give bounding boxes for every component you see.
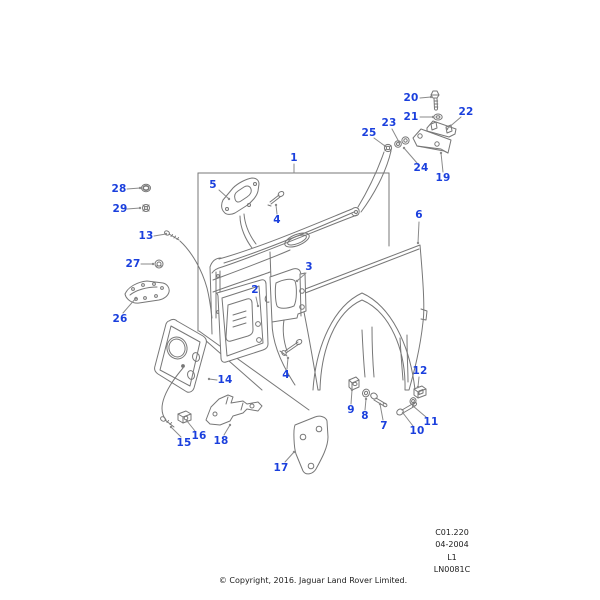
callout-25[interactable]: 25 (361, 126, 377, 139)
part29-nut (143, 205, 150, 212)
callout-14[interactable]: 14 (217, 373, 233, 386)
copyright-notice: © Copyright, 2016. Jaguar Land Rover Limited. (218, 576, 408, 585)
callout-26[interactable]: 26 (112, 312, 128, 325)
catalog-ref: C01.220 (435, 528, 469, 537)
part26-plate (125, 281, 169, 303)
callout-1[interactable]: 1 (290, 151, 298, 164)
part17-plate (294, 416, 328, 474)
callout-12[interactable]: 12 (412, 364, 428, 377)
part2-lamp-panel (217, 280, 268, 363)
leader-curve-a (358, 152, 384, 207)
callout-3[interactable]: 3 (305, 260, 313, 273)
callout-28[interactable]: 28 (111, 182, 127, 195)
part13-screw-and-wire (164, 230, 212, 318)
callout-16[interactable]: 16 (191, 429, 207, 442)
part21-washer (434, 114, 442, 120)
callout-2[interactable]: 2 (251, 283, 259, 296)
callout-6[interactable]: 6 (415, 208, 423, 221)
part8-washer (361, 388, 370, 398)
part11-washer (409, 397, 417, 406)
part18-bracket (206, 395, 262, 425)
part15-screw (160, 416, 174, 427)
callout-11[interactable]: 11 (423, 415, 439, 428)
part5-bracket (222, 178, 259, 214)
callout-15[interactable]: 15 (176, 436, 192, 449)
part6-outer-wing-skin (300, 245, 427, 390)
callout-4[interactable]: 4 (282, 368, 290, 381)
callout-17[interactable]: 17 (273, 461, 289, 474)
part20-bolt (431, 91, 439, 110)
callout-22[interactable]: 22 (458, 105, 474, 118)
part7-bolt (370, 392, 388, 408)
callout-4[interactable]: 4 (273, 213, 281, 226)
callout-5[interactable]: 5 (209, 178, 217, 191)
callout-21[interactable]: 21 (403, 110, 419, 123)
callout-29[interactable]: 29 (112, 202, 128, 215)
callout-7[interactable]: 7 (380, 419, 388, 432)
part3-bracket (265, 269, 306, 322)
leader-curve-b (361, 151, 391, 212)
part27-rivet (155, 260, 163, 268)
callout-13[interactable]: 13 (138, 229, 154, 242)
callout-8[interactable]: 8 (361, 409, 369, 422)
callout-18[interactable]: 18 (213, 434, 229, 447)
callout-24[interactable]: 24 (413, 161, 429, 174)
callout-10[interactable]: 10 (409, 424, 425, 437)
callout-19[interactable]: 19 (435, 171, 451, 184)
part4-screw-top (268, 190, 285, 206)
part9-clip (349, 377, 359, 390)
image-ref: LN0081C (433, 565, 471, 575)
sheet-ref: L1 (447, 552, 457, 562)
part28-grommet (142, 184, 151, 191)
date-ref: 04-2004 (435, 540, 469, 550)
callout-27[interactable]: 27 (125, 257, 141, 270)
callout-20[interactable]: 20 (403, 91, 419, 104)
figure-reference-block (408, 527, 496, 577)
callout-9[interactable]: 9 (347, 403, 355, 416)
part14-gasket-plate (155, 320, 207, 421)
part12-clip (414, 386, 426, 398)
part24-washer (402, 137, 409, 144)
part4-screw-bottom (280, 338, 303, 356)
callout-23[interactable]: 23 (381, 116, 397, 129)
part16-cage-nut (178, 411, 191, 423)
